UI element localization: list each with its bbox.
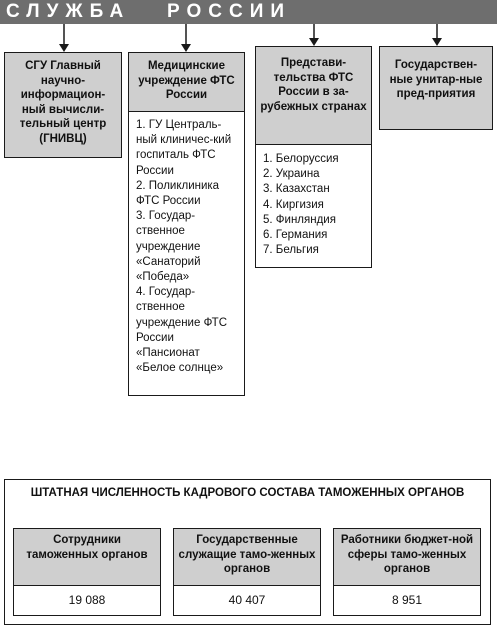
stat-card-officers (13, 528, 161, 616)
stat-label: Сотрудники таможенных органов (14, 529, 160, 586)
stat-label: Государственные служащие тамо-женных органов (174, 529, 320, 586)
stat-value: 19 088 (68, 593, 106, 607)
unit-box-representations (255, 46, 372, 268)
unit-title: Представи-тельства ФТС России в за-рубежных странах (256, 47, 371, 145)
unit-box-gnivc (4, 52, 122, 158)
unit-box-medical (128, 52, 245, 396)
staff-title: ШТАТНАЯ ЧИСЛЕННОСТЬ КАДРОВОГО СОСТАВА ТАМОЖЕННЫХ ОРГАНОВ (30, 487, 465, 499)
unit-title: Медицинские учреждение ФТС России (129, 53, 244, 112)
list-item: 3. Государ-ственное учреждение «Санаторий «Победа» (136, 210, 201, 284)
stat-label: Работники бюджет-ной сферы тамо-женных органов (334, 529, 480, 586)
unit-list-countries (256, 145, 371, 264)
unit-box-unitary (379, 46, 493, 130)
unit-list-medical (129, 112, 244, 382)
list-item: 4. Государ-ственное учреждение ФТС России «Пансионат «Белое солнце» (136, 286, 227, 375)
banner-title: СЛУЖБА РОССИИ (6, 1, 292, 22)
stat-card-budget-workers (333, 528, 481, 616)
list-item: 3. Казахстан (263, 183, 330, 196)
list-item: 7. Бельгия (263, 244, 319, 257)
list-item: 4. Киргизия (263, 198, 324, 211)
list-item: 1. Белоруссия (263, 153, 339, 165)
list-item: 2. Украина (263, 168, 320, 181)
unit-title: Государствен-ные унитар-ные пред-приятия (380, 47, 492, 129)
stat-card-civil-servants (173, 528, 321, 616)
stat-value: 40 407 (228, 593, 266, 607)
list-item: 2. Поликлиника ФТС России (136, 179, 220, 208)
list-item: 5. Финляндия (263, 213, 336, 226)
unit-title: СГУ Главный научно-информацион-ный вычисли-тельный центр (ГНИВЦ) (5, 53, 121, 157)
list-item: 1. ГУ Централь-ный клиничес-кий госпиталь ФТС России (136, 119, 232, 177)
stat-value: 8 951 (391, 593, 423, 607)
staff-section (4, 479, 491, 625)
list-item: 6. Германия (263, 229, 328, 242)
